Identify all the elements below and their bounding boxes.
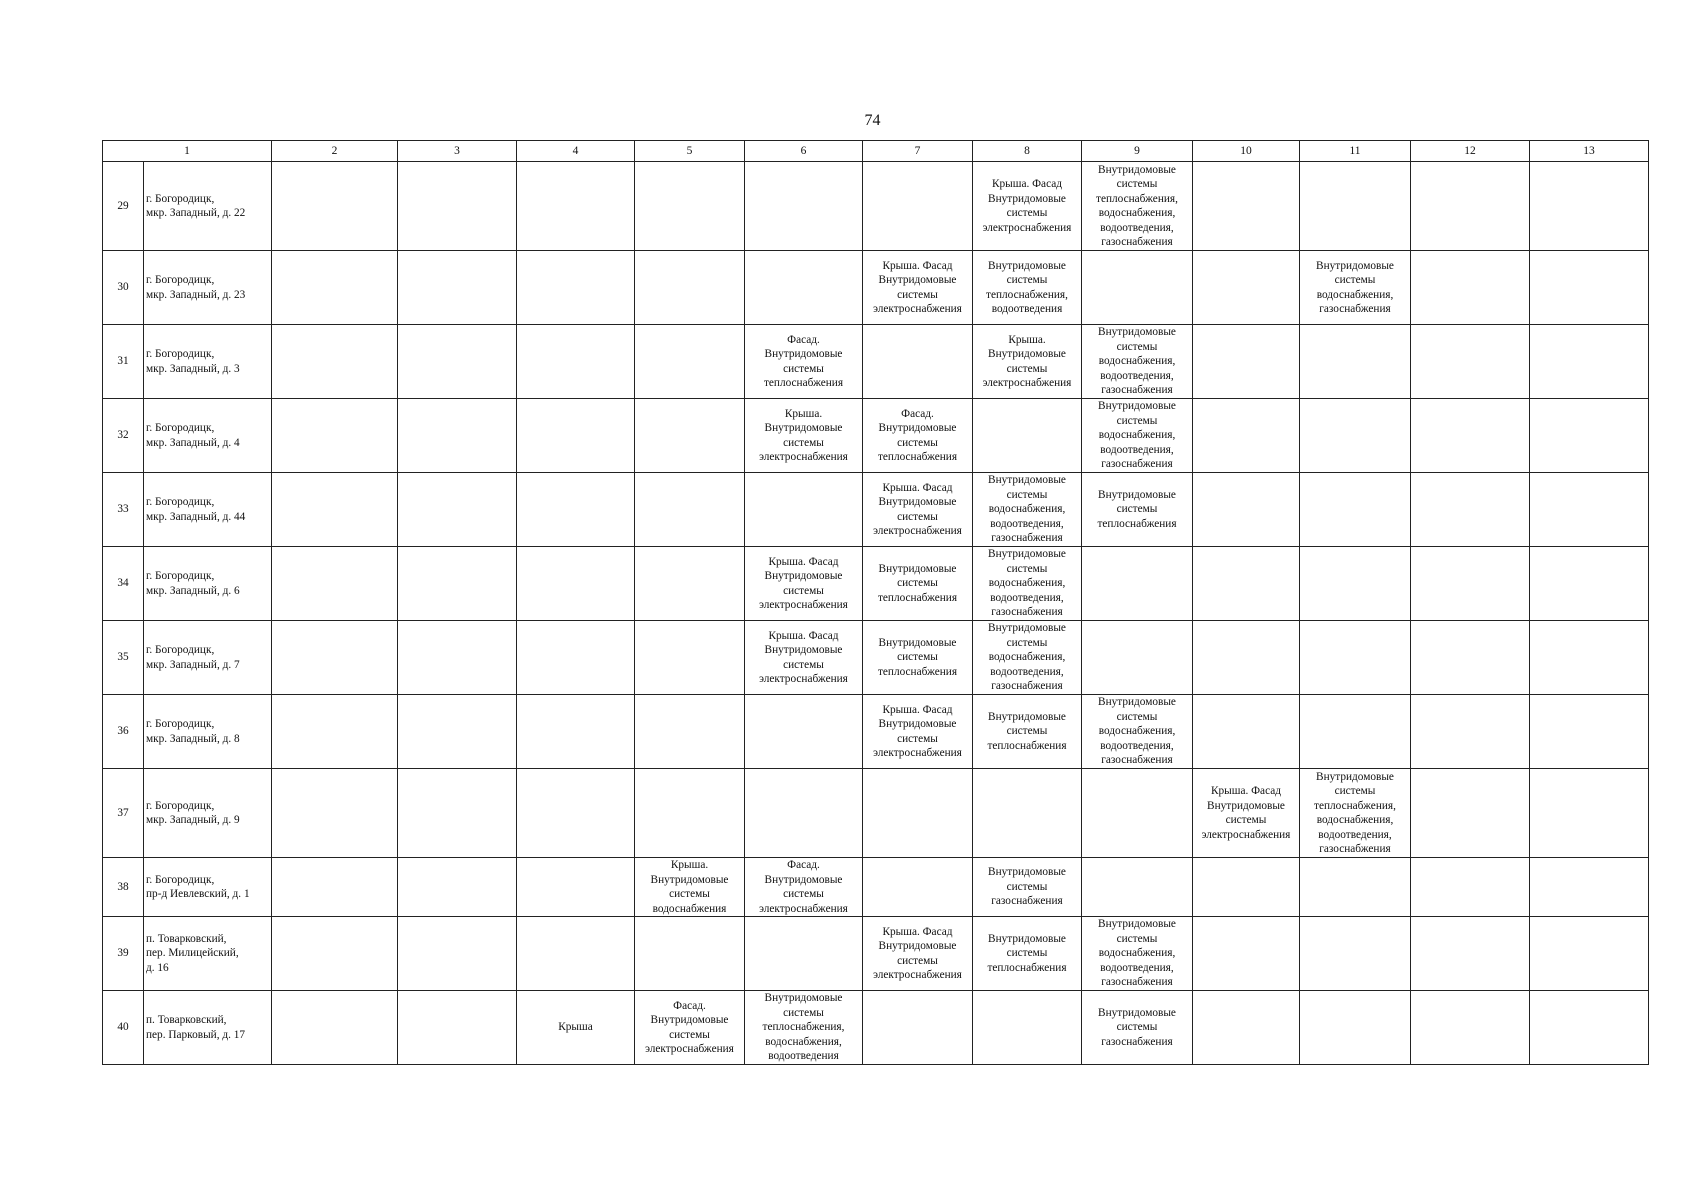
work-cell [272,991,398,1065]
work-cell [272,473,398,547]
table-row [103,251,1649,325]
column-header-1: 1 [103,141,272,162]
work-cell [1530,162,1649,251]
work-cell: Внутридомовые системы теплоснабжения, водоотведения [973,251,1082,325]
row-number: 32 [103,399,144,473]
work-cell [272,858,398,917]
work-cell [517,695,635,769]
work-cell: Фасад. Внутридомовые системы теплоснабжения [745,325,863,399]
work-cell [1082,621,1193,695]
work-cell: Внутридомовые системы газоснабжения [973,858,1082,917]
work-cell: Внутридомовые системы теплоснабжения [863,621,973,695]
work-cell [1530,251,1649,325]
work-cell [973,769,1082,858]
work-cell [1530,695,1649,769]
work-cell [1411,858,1530,917]
work-cell [863,769,973,858]
work-cell [398,251,517,325]
row-number: 34 [103,547,144,621]
work-cell [863,858,973,917]
row-address: г. Богородицк, мкр. Западный, д. 9 [144,769,272,858]
work-cell [272,917,398,991]
work-cell [745,769,863,858]
work-cell [1300,473,1411,547]
row-address: г. Богородицк, мкр. Западный, д. 7 [144,621,272,695]
work-cell [1300,621,1411,695]
table-row [103,695,1649,769]
work-cell [635,695,745,769]
work-cell [1300,991,1411,1065]
work-cell: Фасад. Внутридомовые системы теплоснабжения [863,399,973,473]
row-address: п. Товарковский, пер. Милицейский, д. 16 [144,917,272,991]
work-cell [1300,162,1411,251]
work-cell [745,162,863,251]
work-cell: Крыша. Фасад Внутридомовые системы электроснабжения [1193,769,1300,858]
work-cell: Крыша. Фасад Внутридомовые системы электроснабжения [745,621,863,695]
column-header-7: 7 [863,141,973,162]
row-number: 39 [103,917,144,991]
table-row [103,162,1649,251]
work-cell [973,399,1082,473]
work-cell: Внутридомовые системы теплоснабжения, водоснабжения, водоотведения, газоснабжения [1300,769,1411,858]
table-row [103,325,1649,399]
row-address: п. Товарковский, пер. Парковый, д. 17 [144,991,272,1065]
work-cell: Крыша. Фасад Внутридомовые системы электроснабжения [863,473,973,547]
work-cell [1193,917,1300,991]
work-cell: Крыша. Фасад Внутридомовые системы электроснабжения [863,917,973,991]
work-cell [1082,547,1193,621]
column-header-13: 13 [1530,141,1649,162]
work-cell: Внутридомовые системы теплоснабжения [863,547,973,621]
work-cell [745,695,863,769]
work-cell [1300,858,1411,917]
work-cell [272,547,398,621]
work-cell [1193,473,1300,547]
work-cell: Внутридомовые системы водоснабжения, водоотведения, газоснабжения [973,621,1082,695]
work-cell [517,399,635,473]
work-cell [1411,769,1530,858]
work-cell [635,621,745,695]
work-cell [272,251,398,325]
work-cell [635,769,745,858]
work-cell: Крыша [517,991,635,1065]
work-cell [745,473,863,547]
work-cell [635,251,745,325]
table-row [103,991,1649,1065]
work-cell [1193,621,1300,695]
work-cell [517,621,635,695]
row-address: г. Богородицк, мкр. Западный, д. 22 [144,162,272,251]
work-cell [863,162,973,251]
work-cell [1530,991,1649,1065]
column-header-2: 2 [272,141,398,162]
work-cell [635,325,745,399]
work-cell [635,473,745,547]
work-cell [517,473,635,547]
work-cell [398,917,517,991]
work-cell [1193,858,1300,917]
work-cell [1411,473,1530,547]
work-cell [398,473,517,547]
column-header-9: 9 [1082,141,1193,162]
row-number: 38 [103,858,144,917]
work-cell: Внутридомовые системы водоснабжения, газоснабжения [1300,251,1411,325]
work-cell [272,399,398,473]
work-cell [635,917,745,991]
table-row [103,547,1649,621]
work-cell [398,547,517,621]
work-cell: Крыша. Фасад Внутридомовые системы электроснабжения [863,695,973,769]
work-cell: Крыша. Фасад Внутридомовые системы электроснабжения [863,251,973,325]
table-row [103,858,1649,917]
work-cell [398,858,517,917]
work-cell [272,769,398,858]
header-row [103,141,1649,162]
column-header-11: 11 [1300,141,1411,162]
work-cell [272,695,398,769]
work-cell [1411,399,1530,473]
work-cell [1411,325,1530,399]
work-cell [1300,695,1411,769]
work-cell [1530,399,1649,473]
work-cell [745,251,863,325]
work-cell [863,991,973,1065]
row-number: 37 [103,769,144,858]
work-cell [745,917,863,991]
row-number: 29 [103,162,144,251]
work-cell [398,325,517,399]
row-number: 30 [103,251,144,325]
work-cell: Крыша. Внутридомовые системы водоснабжения [635,858,745,917]
work-cell [1411,162,1530,251]
work-cell [1300,917,1411,991]
row-address: г. Богородицк, пр-д Иевлевский, д. 1 [144,858,272,917]
row-address: г. Богородицк, мкр. Западный, д. 6 [144,547,272,621]
work-cell [863,325,973,399]
column-header-3: 3 [398,141,517,162]
row-address: г. Богородицк, мкр. Западный, д. 23 [144,251,272,325]
row-number: 35 [103,621,144,695]
work-cell: Внутридомовые системы теплоснабжения, водоснабжения, водоотведения [745,991,863,1065]
page-number: 74 [864,112,881,129]
work-cell [517,325,635,399]
work-cell [1530,858,1649,917]
work-cell [517,917,635,991]
work-cell [1082,251,1193,325]
column-header-10: 10 [1193,141,1300,162]
work-cell [1082,769,1193,858]
work-cell [398,991,517,1065]
row-address: г. Богородицк, мкр. Западный, д. 8 [144,695,272,769]
work-cell: Внутридомовые системы водоснабжения, водоотведения, газоснабжения [1082,325,1193,399]
work-cell [1411,547,1530,621]
work-cell [1530,547,1649,621]
table-row [103,769,1649,858]
row-number: 36 [103,695,144,769]
work-cell [517,251,635,325]
work-cell [272,162,398,251]
row-number: 31 [103,325,144,399]
column-header-8: 8 [973,141,1082,162]
work-cell [272,621,398,695]
work-cell [517,162,635,251]
work-cell [1193,991,1300,1065]
work-cell [635,162,745,251]
row-address: г. Богородицк, мкр. Западный, д. 4 [144,399,272,473]
work-cell [1411,917,1530,991]
work-cell [398,399,517,473]
work-cell [517,769,635,858]
work-cell [1530,917,1649,991]
work-cell: Внутридомовые системы водоснабжения, водоотведения, газоснабжения [1082,695,1193,769]
column-header-6: 6 [745,141,863,162]
work-cell: Фасад. Внутридомовые системы электроснабжения [635,991,745,1065]
table-row [103,917,1649,991]
work-cell: Крыша. Фасад Внутридомовые системы электроснабжения [973,162,1082,251]
work-cell [1530,325,1649,399]
work-cell: Фасад. Внутридомовые системы электроснабжения [745,858,863,917]
column-header-4: 4 [517,141,635,162]
work-cell [398,769,517,858]
work-cell: Крыша. Внутридомовые системы электроснабжения [745,399,863,473]
work-cell [1530,769,1649,858]
work-cell [1193,251,1300,325]
work-cell: Внутридомовые системы водоснабжения, водоотведения, газоснабжения [973,473,1082,547]
work-cell [1193,162,1300,251]
table-row [103,621,1649,695]
work-cell [398,621,517,695]
work-cell [1193,399,1300,473]
work-cell [517,858,635,917]
work-cell [1300,399,1411,473]
work-cell [398,695,517,769]
work-cell [1300,547,1411,621]
work-cell [1530,473,1649,547]
table-row [103,473,1649,547]
work-cell [1082,858,1193,917]
table-row [103,399,1649,473]
work-cell: Внутридомовые системы теплоснабжения [1082,473,1193,547]
work-cell [1411,621,1530,695]
work-cell [1193,547,1300,621]
row-number: 40 [103,991,144,1065]
column-header-5: 5 [635,141,745,162]
work-cell [1530,621,1649,695]
work-cell: Крыша. Внутридомовые системы электроснабжения [973,325,1082,399]
work-cell: Внутридомовые системы теплоснабжения [973,695,1082,769]
work-cell: Внутридомовые системы водоснабжения, водоотведения, газоснабжения [1082,917,1193,991]
work-cell [635,399,745,473]
work-cell [973,991,1082,1065]
work-cell [517,547,635,621]
work-cell [1193,695,1300,769]
row-address: г. Богородицк, мкр. Западный, д. 44 [144,473,272,547]
work-cell [272,325,398,399]
work-cell: Внутридомовые системы теплоснабжения, водоснабжения, водоотведения, газоснабжения [1082,162,1193,251]
work-cell [635,547,745,621]
repair-schedule-table [102,140,1649,1065]
work-cell: Крыша. Фасад Внутридомовые системы электроснабжения [745,547,863,621]
work-cell: Внутридомовые системы водоснабжения, водоотведения, газоснабжения [1082,399,1193,473]
work-cell [1411,991,1530,1065]
work-cell [1300,325,1411,399]
work-cell [1411,695,1530,769]
work-cell: Внутридомовые системы водоснабжения, водоотведения, газоснабжения [973,547,1082,621]
work-cell [1411,251,1530,325]
row-number: 33 [103,473,144,547]
work-cell: Внутридомовые системы теплоснабжения [973,917,1082,991]
work-cell: Внутридомовые системы газоснабжения [1082,991,1193,1065]
column-header-12: 12 [1411,141,1530,162]
row-address: г. Богородицк, мкр. Западный, д. 3 [144,325,272,399]
work-cell [398,162,517,251]
work-cell [1193,325,1300,399]
